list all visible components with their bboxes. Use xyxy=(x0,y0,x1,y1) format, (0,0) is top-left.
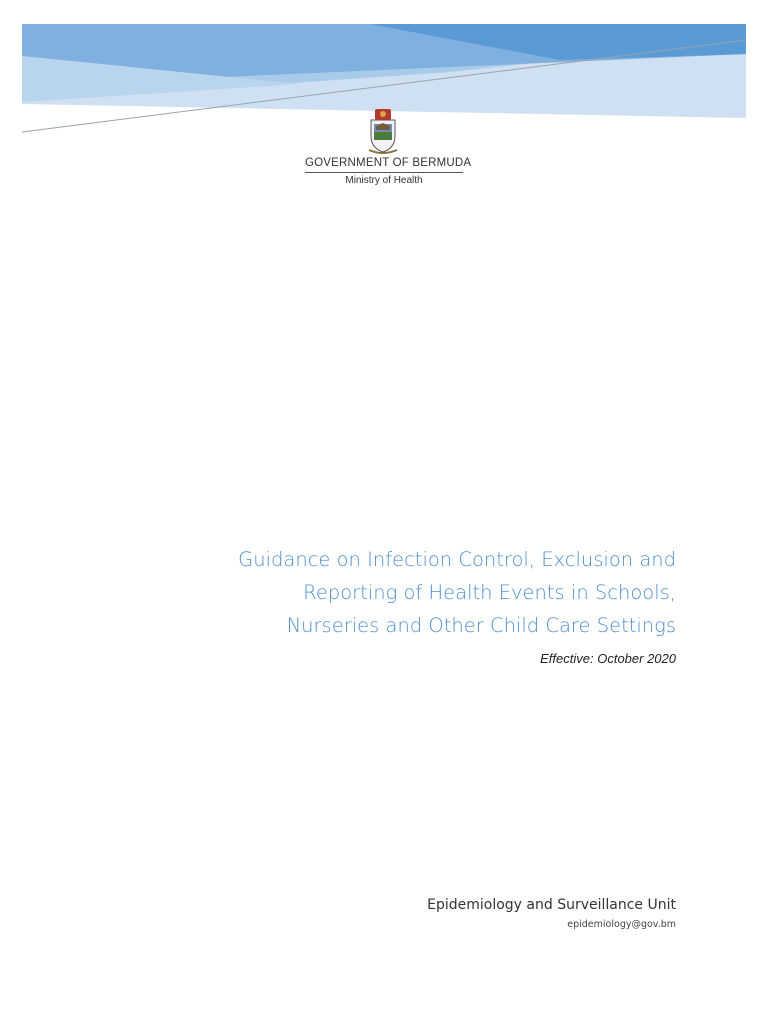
title-line-2: Reporting of Health Events in Schools, xyxy=(303,581,676,604)
title-line-3: Nurseries and Other Child Care Settings xyxy=(286,614,676,637)
contact-email: epidemiology@gov.bm xyxy=(567,919,676,930)
title-line-1: Guidance on Infection Control, Exclusion and xyxy=(238,548,676,571)
document-title xyxy=(156,543,676,642)
organization-name: GOVERNMENT OF BERMUDA xyxy=(305,157,472,169)
effective-date: Effective: October 2020 xyxy=(540,651,676,666)
coat-of-arms-icon xyxy=(362,106,404,156)
header-divider xyxy=(305,172,463,173)
ministry-name: Ministry of Health xyxy=(345,175,423,186)
unit-name: Epidemiology and Surveillance Unit xyxy=(427,897,676,913)
